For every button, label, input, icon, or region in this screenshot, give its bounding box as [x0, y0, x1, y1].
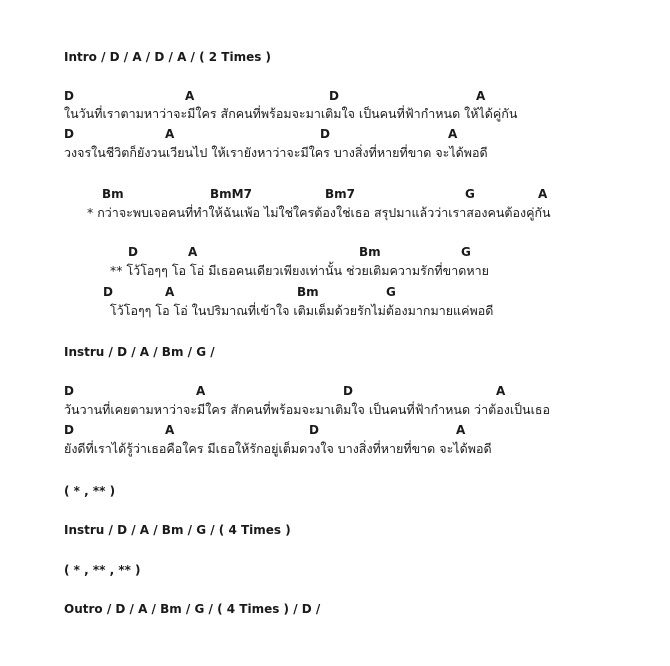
instru-line: Instru / D / A / Bm / G / ( 4 Times ) [64, 523, 291, 537]
chord: D [128, 245, 138, 259]
chord: A [448, 127, 458, 141]
chord: Bm [359, 245, 381, 259]
chord: Bm7 [325, 187, 355, 201]
chord: G [386, 285, 396, 299]
chord: A [196, 384, 206, 398]
lyric-line: วันวานที่เคยตามหาว่าจะมีใคร สักคนที่พร้อมจะมาเติมใจ เป็นคนที่ฟ้ากำหนด ว่าต้องเป็นเธอ [64, 402, 550, 417]
chord: A [165, 127, 175, 141]
chord: A [185, 89, 195, 103]
chord: A [538, 187, 548, 201]
lyric-line: โว้โอๆๆ โอ โอ่ ในปริมาณที่เข้าใจ เติมเต็มด้วยรักไม่ต้องมากมายแค่พอดี [110, 303, 494, 318]
chord: A [456, 423, 466, 437]
lyric-line: ในวันที่เราตามหาว่าจะมีใคร สักคนที่พร้อมจะมาเติมใจ เป็นคนที่ฟ้ากำหนด ให้ได้คู่กัน [64, 106, 518, 121]
chord: BmM7 [210, 187, 252, 201]
chord: D [309, 423, 319, 437]
lyric-line: ** โว้โอๆๆ โอ โอ่ มีเธอคนเดียวเพียงเท่านั้น ช่วยเติมความรักที่ขาดหาย [110, 263, 489, 278]
chord: D [64, 127, 74, 141]
chord: A [165, 285, 175, 299]
intro-line: Intro / D / A / D / A / ( 2 Times ) [64, 50, 272, 64]
chord: D [64, 423, 74, 437]
repeat-line: ( * , ** , ** ) [64, 563, 141, 577]
chord: D [329, 89, 339, 103]
chord: D [103, 285, 113, 299]
chord: A [476, 89, 486, 103]
chord: D [343, 384, 353, 398]
instru-line: Instru / D / A / Bm / G / [64, 345, 215, 359]
chord: Bm [102, 187, 124, 201]
chord: D [64, 89, 74, 103]
chord: G [461, 245, 471, 259]
chord: D [320, 127, 330, 141]
chord: D [64, 384, 74, 398]
outro-line: Outro / D / A / Bm / G / ( 4 Times ) / D / [64, 602, 321, 616]
lyric-line: * กว่าจะพบเจอคนที่ทำให้ฉันเพ้อ ไม่ใช่ใครต้องใช่เธอ สรุปมาแล้วว่าเราสองคนต้องคู่กัน [87, 205, 551, 220]
chord: G [465, 187, 475, 201]
chord: A [165, 423, 175, 437]
chord: A [188, 245, 198, 259]
lyric-line: ยังดีที่เราได้รู้ว่าเธอคือใคร มีเธอให้รักอยู่เต็มดวงใจ บางสิ่งที่หายที่ขาด จะได้พอดี [64, 441, 492, 456]
lyric-line: วงจรในชีวิตก็ยังวนเวียนไป ให้เรายังหาว่าจะมีใคร บางสิ่งที่หายที่ขาด จะได้พอดี [64, 145, 488, 160]
repeat-line: ( * , ** ) [64, 484, 116, 498]
chord: Bm [297, 285, 319, 299]
chord: A [496, 384, 506, 398]
